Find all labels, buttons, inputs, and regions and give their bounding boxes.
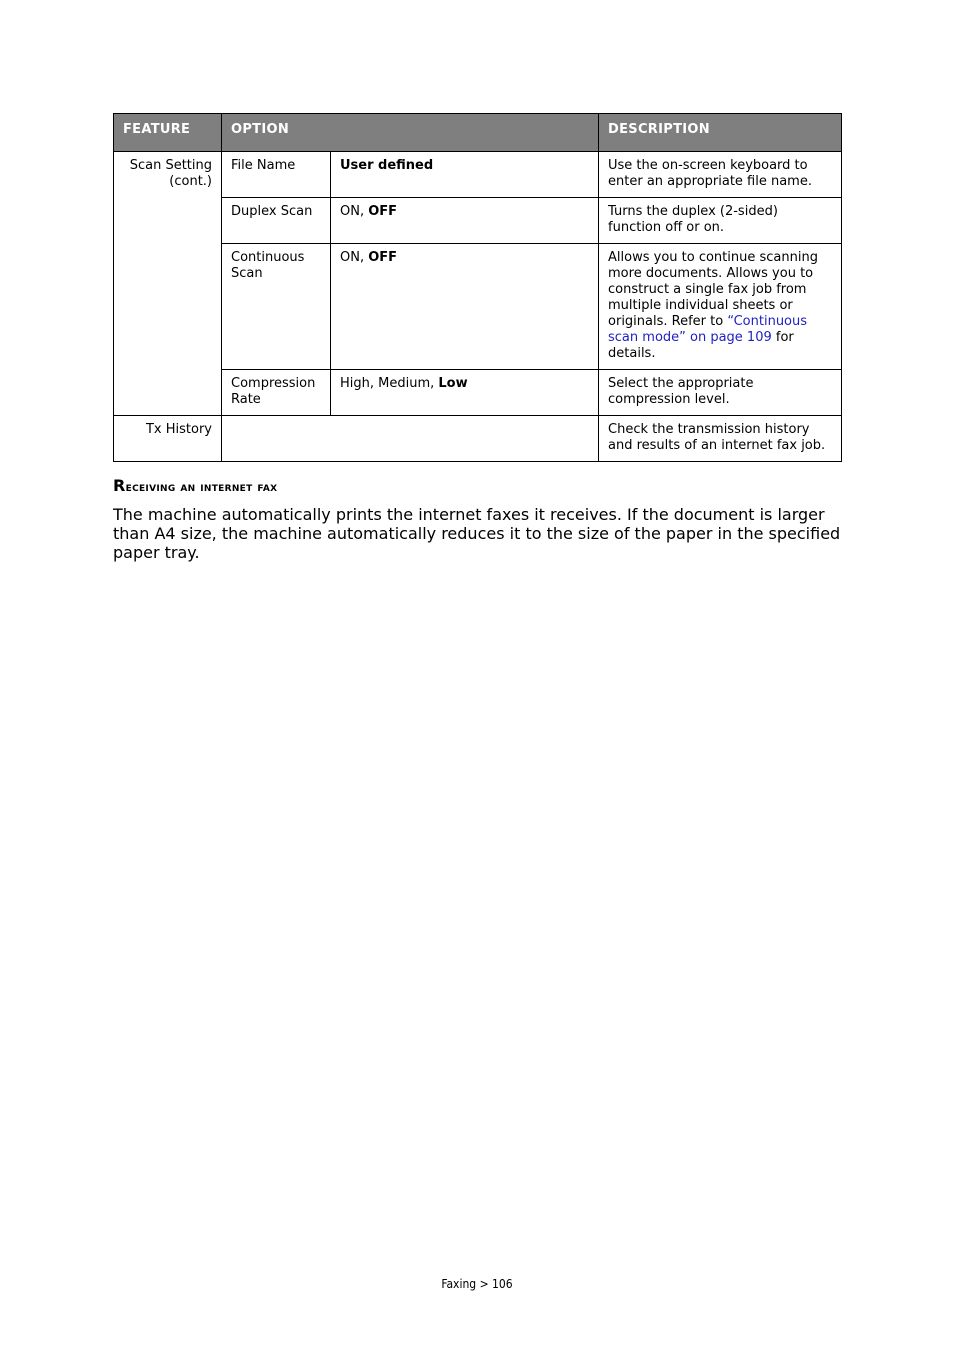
table-row xyxy=(114,416,842,462)
header-feature: FEATURE xyxy=(114,114,222,152)
header-option: OPTION xyxy=(222,114,599,152)
page-footer: Faxing > 106 xyxy=(441,1277,513,1291)
table-row xyxy=(114,152,842,198)
option-file-name: File Name xyxy=(222,152,331,198)
value-continuous-scan: ON, OFF xyxy=(331,244,599,370)
body-paragraph: The machine automatically prints the internet faxes it receives. If the document is larger than A4 size, the machine automatically reduces it to the size of the paper in the specified paper tray. xyxy=(113,505,841,562)
option-duplex-scan: Duplex Scan xyxy=(222,198,331,244)
feature-tx-history: Tx History xyxy=(114,416,222,462)
description-file-name: Use the on-screen keyboard to enter an appropriate file name. xyxy=(599,152,842,198)
option-compression-rate: Compression Rate xyxy=(222,370,331,416)
feature-options-table xyxy=(113,113,842,462)
option-continuous-scan: Continuous Scan xyxy=(222,244,331,370)
table-row xyxy=(114,198,842,244)
description-duplex-scan: Turns the duplex (2-sided) function off or on. xyxy=(599,198,842,244)
option-tx-history-empty xyxy=(222,416,599,462)
description-tx-history: Check the transmission history and results of an internet fax job. xyxy=(599,416,842,462)
description-compression-rate: Select the appropriate compression level. xyxy=(599,370,842,416)
table-row xyxy=(114,244,842,370)
continuous-scan-mode-link[interactable]: “Continuous scan mode” on page 109 xyxy=(608,314,808,345)
description-continuous-scan: Allows you to continue scanning more documents. Allows you to construct a single fax job from multiple individual sheets or originals. Refer to “Continuous scan mode” on page 109 for details. xyxy=(599,244,842,370)
header-description: DESCRIPTION xyxy=(599,114,842,152)
feature-scan-setting: Scan Setting (cont.) xyxy=(114,152,222,416)
value-compression-rate: High, Medium, Low xyxy=(331,370,599,416)
value-duplex-scan: ON, OFF xyxy=(331,198,599,244)
table-row xyxy=(114,370,842,416)
table-header-row xyxy=(114,114,842,152)
value-file-name: User defined xyxy=(331,152,599,198)
section-heading: Receiving an internet fax xyxy=(113,476,278,495)
